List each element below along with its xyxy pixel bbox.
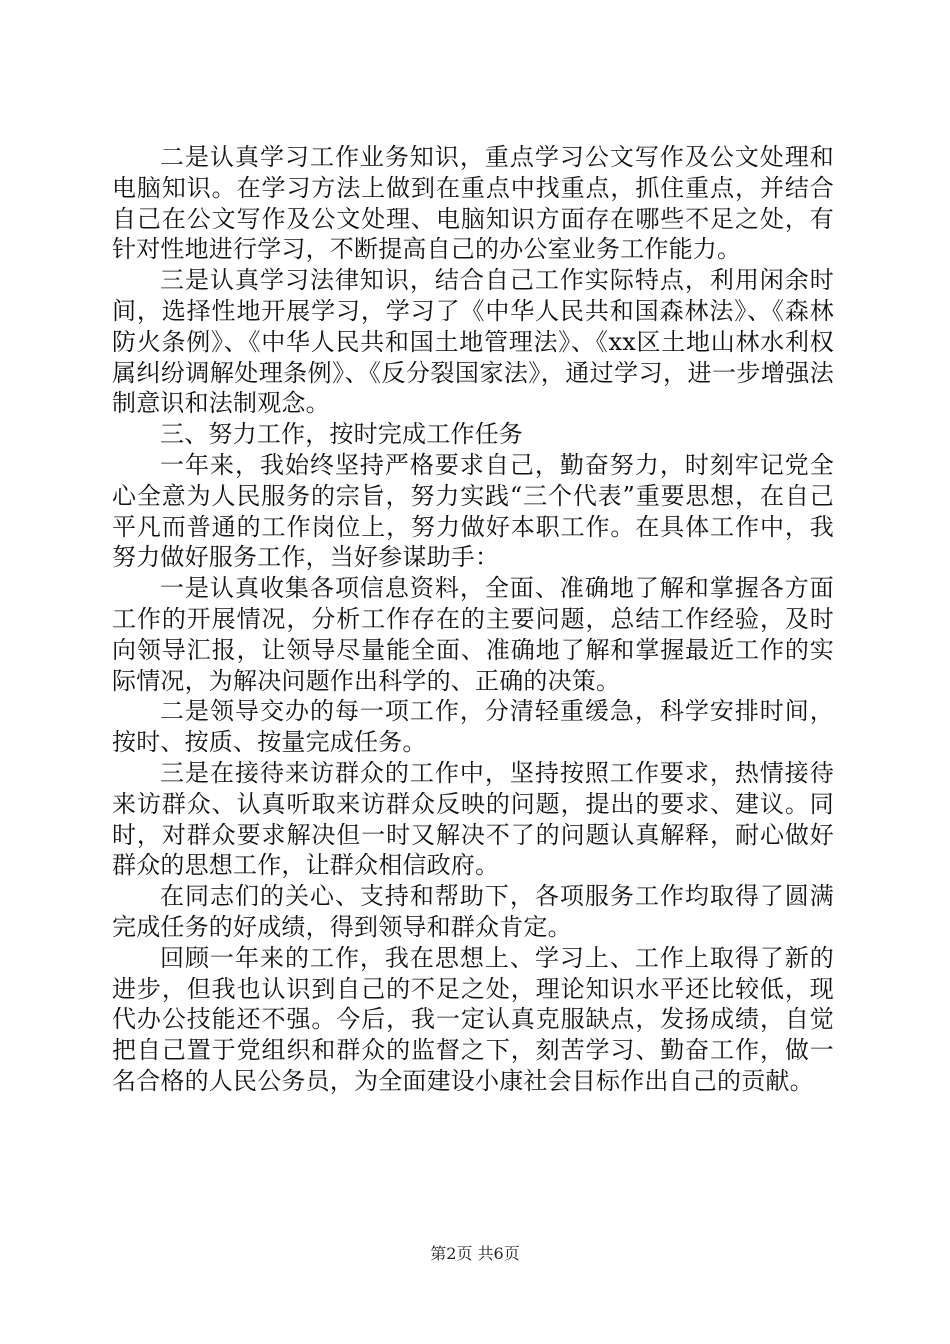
- paragraph-leader-tasks: 二是领导交办的每一项工作，分清轻重缓急，科学安排时间，按时、按质、按量完成任务。: [112, 697, 834, 757]
- paragraph-achievements: 在同志们的关心、支持和帮助下，各项服务工作均取得了圆满完成任务的好成绩，得到领导和群众肯定。: [112, 882, 834, 941]
- section-heading-work: 三、努力工作，按时完成工作任务: [160, 420, 523, 449]
- paragraph-study-business: 二是认真学习工作业务知识，重点学习公文写作及公文处理和电脑知识。在学习方法上做到在重点中找重点，抓住重点，并结合自己在公文写作及公文处理、电脑知识方面存在哪些不足之处，有针对性地进行学习，不断提高自己的办公室业务工作能力。: [112, 143, 834, 264]
- paragraph-year-summary: 一年来，我始终坚持严格要求自己，勤奋努力，时刻牢记党全心全意为人民服务的宗旨，努力实践“三个代表”重要思想，在自己平凡而普通的工作岗位上，努力做好本职工作。在具体工作中，我努力做好服务工作，当好参谋助手：: [112, 450, 834, 572]
- page-footer: 第2页 共6页: [430, 1244, 520, 1263]
- paragraph-reception: 三是在接待来访群众的工作中，坚持按照工作要求，热情接待来访群众、认真听取来访群众反映的问题，提出的要求、建议。同时，对群众要求解决但一时又解决不了的问题认真解释，耐心做好群众的思想工作，让群众相信政府。: [112, 758, 834, 880]
- paragraph-collect-info: 一是认真收集各项信息资料，全面、准确地了解和掌握各方面工作的开展情况，分析工作存在的主要问题，总结工作经验，及时向领导汇报，让领导尽量能全面、准确地了解和掌握最近工作的实际情况，为解决问题作出科学的、正确的决策。: [112, 574, 834, 695]
- document-body: [112, 142, 834, 1097]
- paragraph-study-law: 三是认真学习法律知识，结合自己工作实际特点，利用闲余时间，选择性地开展学习，学习了《中华人民共和国森林法》、《森林防火条例》、《中华人民共和国土地管理法》、《xx区土地山林水利权属纠纷调解处理条例》、《反分裂国家法》，通过学习，进一步增强法制意识和法制观念。: [112, 266, 834, 418]
- paragraph-review: 回顾一年来的工作，我在思想上、学习上、工作上取得了新的进步，但我也认识到自己的不足之处，理论知识水平还比较低，现代办公技能还不强。今后，我一定认真克服缺点，发扬成绩，自觉把自己置于党组织和群众的监督之下，刻苦学习、勤奋工作，做一名合格的人民公务员，为全面建设小康社会目标作出自己的贡献。: [112, 943, 834, 1095]
